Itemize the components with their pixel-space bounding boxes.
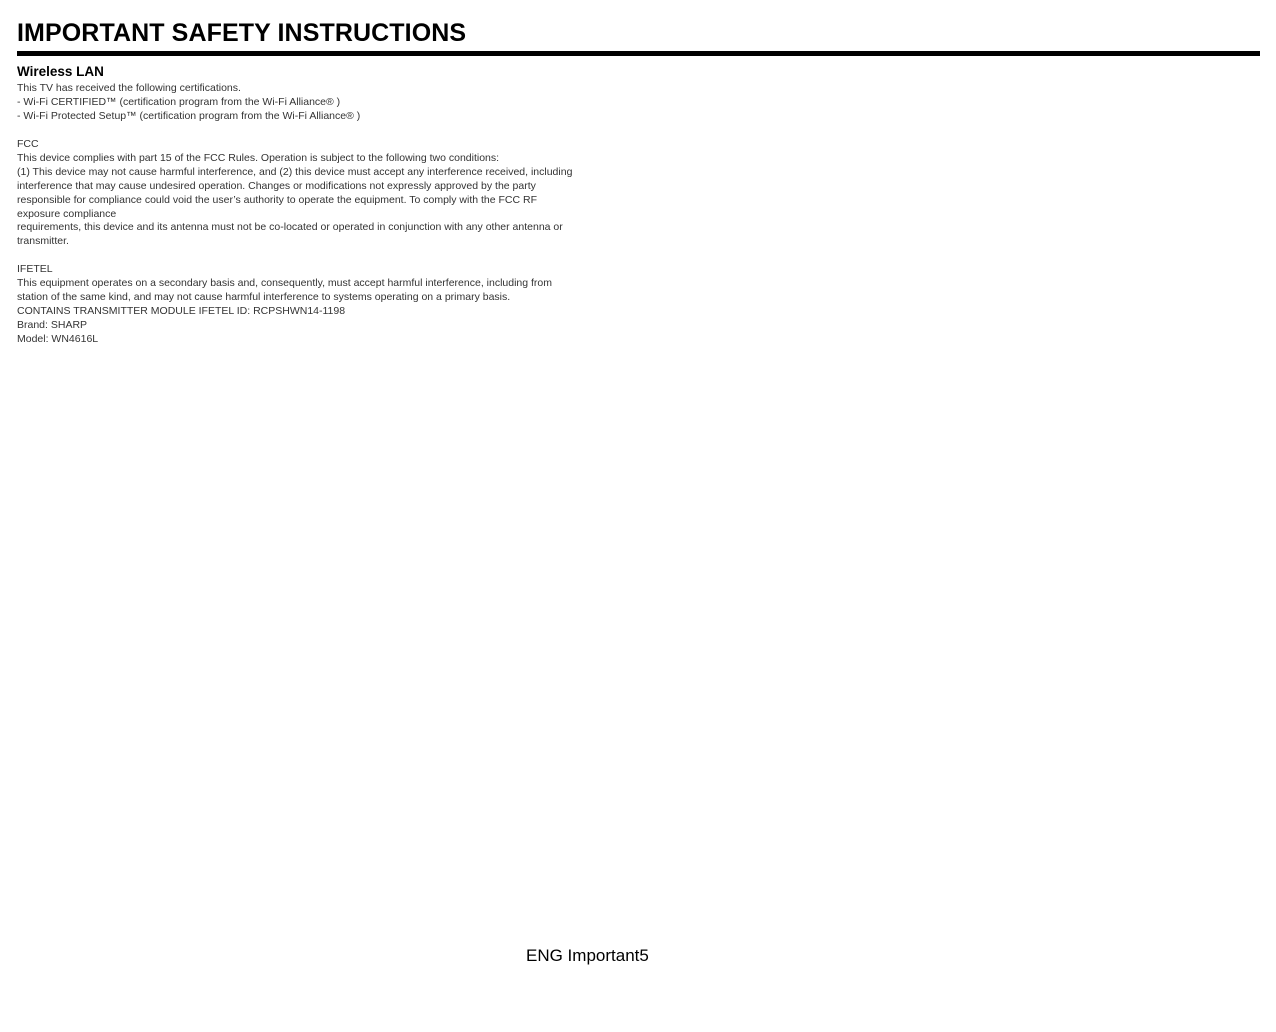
title-divider — [17, 51, 1260, 56]
text-line: requirements, this device and its antenna must not be co-located or operated in conjunction with any other antenna or — [17, 221, 563, 234]
text-line: Model: WN4616L — [17, 332, 99, 345]
text-line: responsible for compliance could void the user’s authority to operate the equipment. To comply with the FCC RF — [17, 193, 538, 206]
text-line: transmitter. — [17, 235, 69, 248]
fcc-paragraph — [17, 138, 657, 249]
text-line: interference that may cause undesired operation. Changes or modifications not expressly approved by the party — [17, 179, 536, 192]
fcc-heading: FCC — [17, 138, 39, 150]
ifetel-heading: IFETEL — [17, 263, 53, 275]
text-line: This TV has received the following certifications. — [17, 82, 241, 94]
text-line: CONTAINS TRANSMITTER MODULE IFETEL ID: RCPSHWN14-1198 — [17, 304, 346, 317]
text-line: This equipment operates on a secondary basis and, consequently, must accept harmful interference, including from — [17, 276, 553, 289]
text-line: - Wi-Fi Protected Setup™ (certification program from the Wi-Fi Alliance® ) — [17, 109, 361, 122]
text-line: - Wi-Fi CERTIFIED™ (certification program from the Wi-Fi Alliance® ) — [17, 95, 341, 108]
text-line: station of the same kind, and may not cause harmful interference to systems operating on a primary basis. — [17, 290, 511, 303]
text-line: Brand: SHARP — [17, 318, 88, 331]
text-line: This device complies with part 15 of the FCC Rules. Operation is subject to the following two conditions: — [17, 151, 500, 164]
ifetel-paragraph — [17, 263, 657, 346]
page-title: IMPORTANT SAFETY INSTRUCTIONS — [17, 19, 467, 47]
page-footer-label: ENG Important5 — [526, 946, 649, 965]
certifications-paragraph — [17, 82, 657, 124]
text-line: (1) This device may not cause harmful interference, and (2) this device must accept any interference received, including — [17, 165, 573, 178]
section-heading-wireless-lan: Wireless LAN — [17, 64, 104, 79]
text-line: exposure compliance — [17, 207, 117, 220]
